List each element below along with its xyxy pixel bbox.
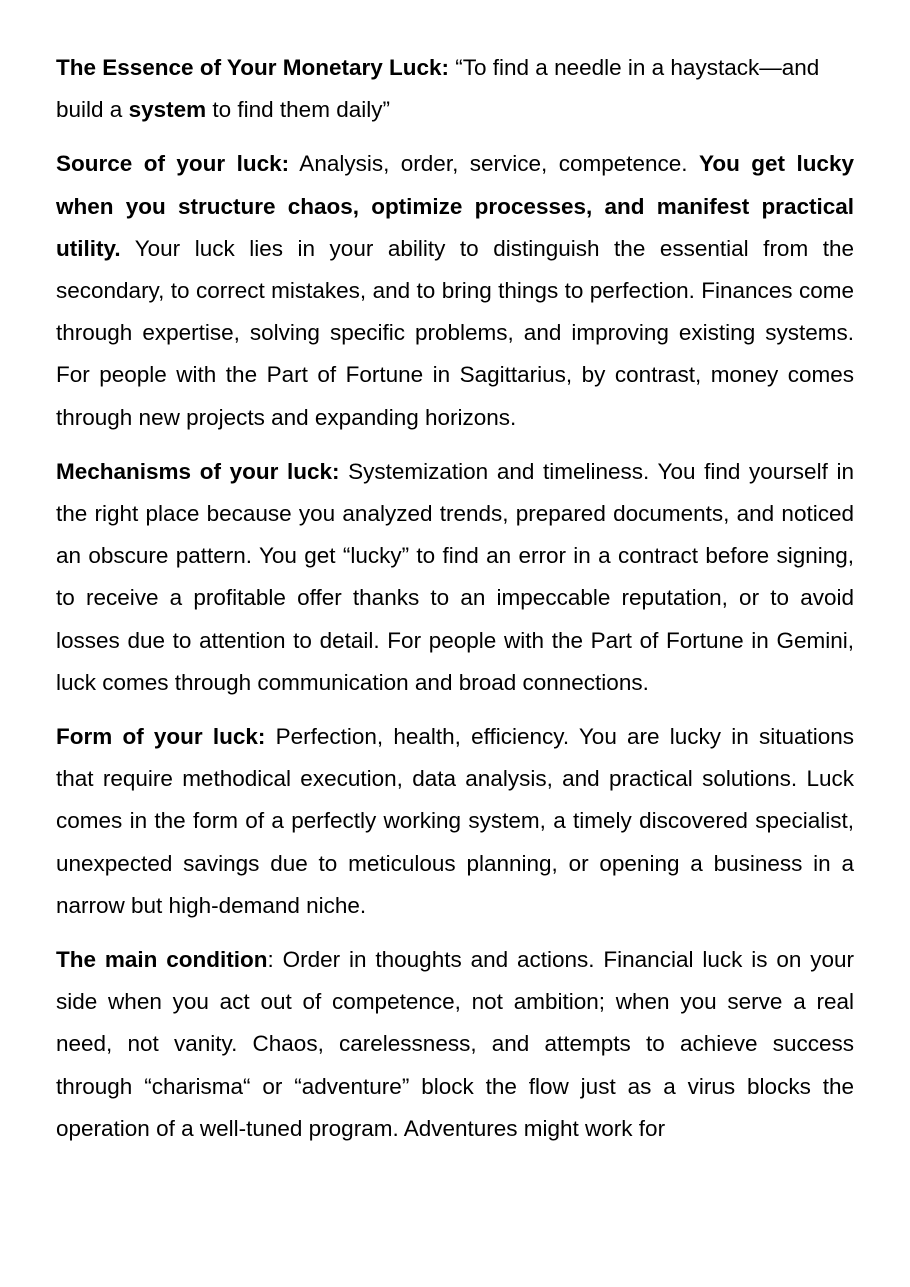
mechanisms-heading: Mechanisms of your luck: [56, 458, 340, 484]
condition-heading: The main condition [56, 947, 268, 973]
condition-text: : Order in thoughts and actions. Financial luck is on your side when you act out of competence, not ambition; when you serve a real need, not vanity. Chaos, carelessness, and attempts to achieve success through “charisma“ or “adventure” block the flow just as a virus blocks the operation of a well-tuned program. Adventures might work for [56, 947, 855, 1141]
source-text-1: Analysis, order, service, competence. [289, 151, 699, 177]
paragraph-mechanisms [56, 451, 854, 704]
essence-text-1: “To find a needle in a haystack—and build a [56, 55, 820, 123]
form-text: Perfection, health, efficiency. You are lucky in situations that require methodical execution, data analysis, and practical solutions. Luck comes in the form of a perfectly working system, a timely discovered specialist, unexpected savings due to meticulous planning, or opening a business in a narrow but high-demand niche. [56, 724, 854, 918]
source-emphasis: You get lucky when you structure chaos, optimize processes, and manifest practical utility. [56, 151, 854, 261]
paragraph-form [56, 716, 854, 927]
form-heading: Form of your luck: [56, 724, 266, 750]
essence-emphasis-system: system [128, 97, 207, 123]
mechanisms-text: Systemization and timeliness. You find yourself in the right place because you analyzed trends, prepared documents, and noticed an obscure pattern. You get “lucky” to find an error in a contract before signing, to receive a profitable offer thanks to an impeccable reputation, or to avoid losses due to attention to detail. For people with the Part of Fortune in Gemini, luck comes through communication and broad connections. [56, 458, 854, 695]
essence-heading: The Essence of Your Monetary Luck: [56, 55, 450, 80]
paragraph-essence [56, 47, 854, 131]
document-page [56, 47, 854, 1162]
paragraph-condition [56, 939, 854, 1150]
source-heading: Source of your luck: [56, 151, 290, 177]
paragraph-source [56, 143, 854, 438]
essence-text-2: to find them daily” [206, 97, 390, 123]
source-text-2: Your luck lies in your ability to distinguish the essential from the secondary, to correct mistakes, and to bring things to perfection. Finances come through expertise, solving specific problems, and improving existing systems. For people with the Part of Fortune in Sagittarius, by contrast, money comes through new projects and expanding horizons. [56, 235, 854, 430]
